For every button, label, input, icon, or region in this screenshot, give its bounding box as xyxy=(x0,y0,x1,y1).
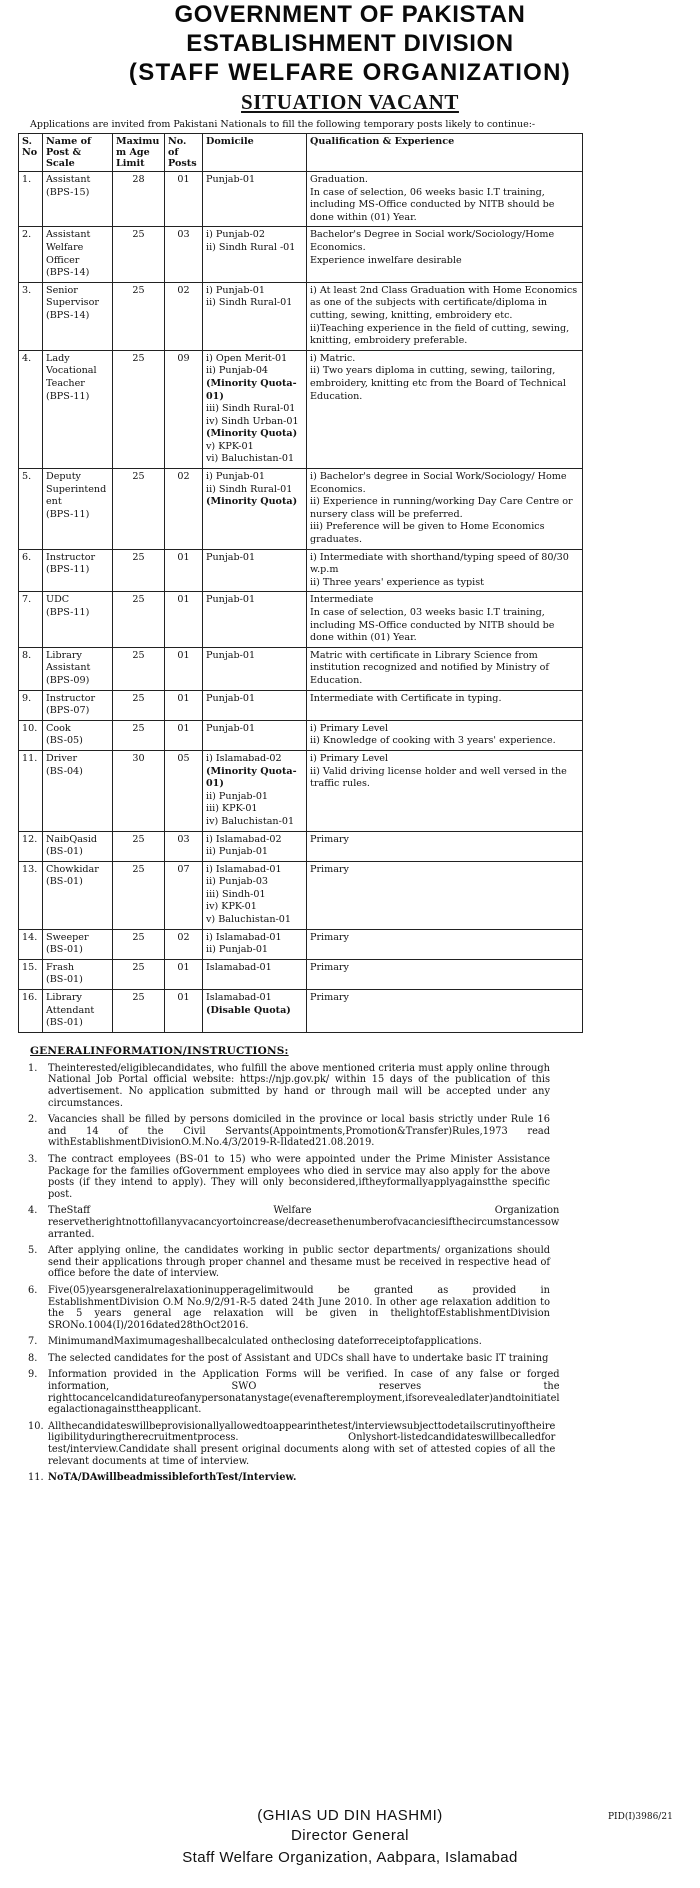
qualification-line: In case of selection, 06 weeks basic I.T training, including MS-Office conducted by NITB should be done within (01) Year. xyxy=(310,186,555,223)
qualification-line: i) At least 2nd Class Graduation with Home Economics as one of the subjects with certificate/diploma in cutting, sewing, knitting, embroidery etc. xyxy=(310,284,578,321)
qualification-line: Primary xyxy=(310,931,349,943)
cell-posts: 03 xyxy=(165,831,203,861)
domicile-line: iii) Sindh Rural-01 xyxy=(206,403,296,415)
domicile-line: i) Islamabad-02 xyxy=(206,833,282,845)
post-name-line: Instructor xyxy=(46,692,96,704)
post-name-line: Driver xyxy=(46,752,78,764)
instruction-text: After applying online, the candidates working in public sector departments/ organizations should send their applications through proper channel and thesame must be received in respective head of office before the date of interview. xyxy=(48,1245,550,1280)
table-row xyxy=(19,549,583,592)
cell-post-name xyxy=(43,831,113,861)
cell-sno: 2. xyxy=(19,227,43,282)
instructions-list xyxy=(28,1062,560,1484)
domicile-line: Punjab-01 xyxy=(206,722,256,734)
cell-domicile xyxy=(203,350,307,468)
instruction-item xyxy=(28,1245,550,1280)
domicile-line: i) Islamabad-02 xyxy=(206,752,282,764)
instruction-item xyxy=(28,1063,550,1109)
cell-post-name xyxy=(43,959,113,989)
qualification-line: i) Bachelor's degree in Social Work/Sociology/ Home Economics. xyxy=(310,471,567,495)
cell-post-name xyxy=(43,690,113,720)
cell-domicile xyxy=(203,592,307,647)
cell-posts: 01 xyxy=(165,647,203,690)
cell-age: 25 xyxy=(113,690,165,720)
instruction-number: 10. xyxy=(28,1420,44,1432)
header-sno: S. No xyxy=(19,134,43,172)
qualification-line: ii) Three years' experience as typist xyxy=(310,576,484,588)
qualification-line: i) Primary Level xyxy=(310,722,389,734)
cell-domicile xyxy=(203,720,307,750)
cell-qualification xyxy=(307,282,583,350)
qualification-line: ii) Two years diploma in cutting, sewing, tailoring, embroidery, knitting etc from the Board of Technical Education. xyxy=(310,365,566,402)
cell-age: 25 xyxy=(113,861,165,929)
instruction-text: The selected candidates for the post of Assistant and UDCs shall have to undertake basic IT training xyxy=(48,1352,549,1364)
cell-age: 25 xyxy=(113,549,165,592)
cell-posts: 01 xyxy=(165,690,203,720)
post-name-line: (BS-04) xyxy=(46,765,83,777)
cell-age: 25 xyxy=(113,720,165,750)
instruction-text: Allthecandidateswillbeprovisionallyallowedtoappearinthetest/interviewsubjecttodetailscrutinyoftheire ligibilityduringtherecruitmentprocess. Onlyshort-listedcandidateswillbecalledfor test/interview.Candidate shall present original documents along with set of attested copies of all the relevant documents at time of interview. xyxy=(48,1420,556,1467)
cell-age: 25 xyxy=(113,592,165,647)
cell-qualification xyxy=(307,990,583,1033)
domicile-line: Islamabad-01 xyxy=(206,992,272,1004)
posts-table xyxy=(18,133,583,1033)
instruction-number: 8. xyxy=(28,1352,38,1364)
cell-domicile xyxy=(203,549,307,592)
cell-qualification xyxy=(307,929,583,959)
cell-sno: 16. xyxy=(19,990,43,1033)
instruction-number: 7. xyxy=(28,1336,38,1348)
qualification-line: i) Intermediate with shorthand/typing speed of 80/30 w.p.m xyxy=(310,551,569,576)
post-name-line: (BPS-11) xyxy=(46,508,90,520)
domicile-line: ii) Punjab-01 xyxy=(206,790,269,802)
cell-post-name xyxy=(43,929,113,959)
cell-post-name xyxy=(43,861,113,929)
header-age: Maximum Age Limit xyxy=(113,134,165,172)
cell-post-name xyxy=(43,469,113,550)
post-name-line: (BPS-14) xyxy=(46,267,90,279)
post-name-line: Cook xyxy=(46,722,71,734)
cell-posts: 01 xyxy=(165,172,203,227)
domicile-line: Punjab-01 xyxy=(206,692,256,704)
qualification-line: Intermediate xyxy=(310,594,374,606)
post-name-line: (BPS-15) xyxy=(46,186,90,198)
table-row xyxy=(19,227,583,282)
post-name-line: Chowkidar xyxy=(46,863,99,875)
domicile-line: iv) KPK-01 xyxy=(206,901,257,913)
post-name-line: Deputy Superintendent xyxy=(46,471,107,508)
cell-age: 25 xyxy=(113,227,165,282)
cell-domicile xyxy=(203,861,307,929)
cell-posts: 01 xyxy=(165,990,203,1033)
cell-domicile xyxy=(203,227,307,282)
cell-age: 30 xyxy=(113,750,165,831)
cell-age: 25 xyxy=(113,647,165,690)
domicile-line: (Minority Quota-01) xyxy=(206,377,297,402)
cell-sno: 13. xyxy=(19,861,43,929)
cell-qualification xyxy=(307,350,583,468)
post-name-line: Assistant Welfare Officer xyxy=(46,229,91,266)
instruction-number: 2. xyxy=(28,1114,38,1126)
table-row xyxy=(19,831,583,861)
table-row xyxy=(19,172,583,227)
cell-post-name xyxy=(43,720,113,750)
cell-domicile xyxy=(203,282,307,350)
signatory-designation: Director General xyxy=(290,1827,410,1844)
cell-age: 25 xyxy=(113,831,165,861)
instruction-text: MinimumandMaximumageshallbecalculated ontheclosing dateforreceiptofapplications. xyxy=(48,1336,482,1348)
cell-post-name xyxy=(43,549,113,592)
domicile-line: iii) KPK-01 xyxy=(206,803,258,815)
cell-post-name xyxy=(43,592,113,647)
cell-post-name xyxy=(43,647,113,690)
domicile-line: iv) Baluchistan-01 xyxy=(206,815,295,827)
domicile-line: iv) Sindh Urban-01 xyxy=(206,415,299,427)
post-name-line: Senior Supervisor xyxy=(46,284,99,309)
cell-domicile xyxy=(203,690,307,720)
instruction-number: 1. xyxy=(28,1062,38,1074)
cell-domicile xyxy=(203,647,307,690)
cell-posts: 09 xyxy=(165,350,203,468)
cell-posts: 01 xyxy=(165,592,203,647)
instruction-text: Theinterested/eligiblecandidates, who fulfill the above mentioned criteria must apply online through National Job Portal official website: https://njp.gov.pk/ within 15 days of the publication of this advertisement. No application submitted by hand or through mail will be accepted under any circumstances. xyxy=(48,1062,550,1109)
cell-domicile xyxy=(203,929,307,959)
domicile-line: ii) Sindh Rural-01 xyxy=(206,483,293,495)
domicile-line: i) Islamabad-01 xyxy=(206,931,282,943)
qualification-line: Primary xyxy=(310,961,349,973)
domicile-line: i) Punjab-01 xyxy=(206,471,265,483)
qualification-line: Matric with certificate in Library Science from institution recognized and notified by Ministry of Education. xyxy=(310,649,549,686)
cell-qualification xyxy=(307,959,583,989)
instruction-text: NoTA/DAwillbeadmissibleforthTest/Interview. xyxy=(48,1472,297,1484)
header-line1: GOVERNMENT OF PAKISTAN xyxy=(174,1,526,28)
cell-domicile xyxy=(203,750,307,831)
domicile-line: (Minority Quota-01) xyxy=(206,765,297,790)
header-posts: No. of Posts xyxy=(165,134,203,172)
cell-qualification xyxy=(307,831,583,861)
instruction-item xyxy=(28,1420,556,1467)
post-name-line: UDC xyxy=(46,594,70,606)
table-row xyxy=(19,929,583,959)
cell-qualification xyxy=(307,861,583,929)
post-name-line: (BPS-09) xyxy=(46,674,90,686)
table-row xyxy=(19,592,583,647)
instruction-text: Vacancies shall be filled by persons domiciled in the province or local basis strictly under Rule 16 and 14 of the Civil Servants(Appointments,Promotion&Transfer)Rules,1973 read withEstablishmentDivisionO.M.No.4/3/2019-R-Ildated21.08.2019. xyxy=(48,1114,550,1149)
qualification-line: iii) Preference will be given to Home Economics graduates. xyxy=(310,521,545,546)
table-row xyxy=(19,750,583,831)
table-row xyxy=(19,690,583,720)
table-row xyxy=(19,647,583,690)
cell-sno: 4. xyxy=(19,350,43,468)
cell-age: 28 xyxy=(113,172,165,227)
table-row xyxy=(19,469,583,550)
header-line3: (STAFF WELFARE ORGANIZATION) xyxy=(128,59,572,86)
domicile-line: iii) Sindh-01 xyxy=(206,888,266,900)
table-row xyxy=(19,959,583,989)
signatory-organization: Staff Welfare Organization, Aabpara, Islamabad xyxy=(182,1849,518,1866)
table-row xyxy=(19,350,583,468)
instruction-item xyxy=(28,1353,550,1365)
instruction-item xyxy=(28,1285,550,1331)
qualification-line: Primary xyxy=(310,863,349,875)
domicile-line: v) KPK-01 xyxy=(206,440,254,452)
intro-text: Applications are invited from Pakistani Nationals to fill the following temporary posts likely to continue:- xyxy=(30,119,536,130)
qualification-line: ii)Teaching experience in the field of cutting, sewing, knitting, embroidery preferable. xyxy=(310,322,570,347)
post-name-line: (BS-01) xyxy=(46,876,83,888)
domicile-line: Punjab-01 xyxy=(206,551,256,563)
cell-age: 25 xyxy=(113,282,165,350)
qualification-line: Intermediate with Certificate in typing. xyxy=(310,692,502,704)
post-name-line: Lady Vocational Teacher xyxy=(46,352,97,389)
post-name-line: (BPS-14) xyxy=(46,309,90,321)
domicile-line: (Minority Quota) xyxy=(206,496,298,508)
post-name-line: (BPS-11) xyxy=(46,607,90,618)
instruction-text: Five(05)yearsgeneralrelaxationinupperagelimitwould be granted as provided in EstablishmentDivision O.M No.9/2/91-R-5 dated 24th June 2010. In other age relaxation addition to the 5 years general age relaxation will be given in thelightofEstablishmentDivision SRONo.1004(I)/2016dated28thOct2016. xyxy=(48,1284,550,1331)
cell-posts: 05 xyxy=(165,750,203,831)
instruction-item xyxy=(28,1336,550,1348)
header-post: Name of Post & Scale xyxy=(43,134,113,172)
post-name-line: (BS-01) xyxy=(46,944,83,956)
domicile-line: i) Islamabad-01 xyxy=(206,863,282,875)
post-name-line: Sweeper xyxy=(46,931,89,943)
cell-posts: 01 xyxy=(165,959,203,989)
domicile-line: i) Punjab-02 xyxy=(206,229,265,241)
cell-qualification xyxy=(307,549,583,592)
post-name-line: NaibQasid xyxy=(46,833,98,845)
cell-qualification xyxy=(307,469,583,550)
post-name-line: (BPS-11) xyxy=(46,564,90,576)
post-name-line: Library Attendant xyxy=(46,992,95,1016)
cell-sno: 15. xyxy=(19,959,43,989)
qualification-line: Primary xyxy=(310,833,349,845)
instruction-text: TheStaff Welfare Organization reservetherightnottofillanyvacancyortoincrease/decreasethenumberofvacanciesifthecircumstancessow arranted. xyxy=(48,1205,560,1240)
qualification-line: ii) Knowledge of cooking with 3 years' experience. xyxy=(310,735,556,747)
cell-age: 25 xyxy=(113,469,165,550)
qualification-line: Experience inwelfare desirable xyxy=(310,254,462,266)
post-name-line: Instructor xyxy=(46,551,96,563)
table-row xyxy=(19,990,583,1033)
qualification-line: Bachelor's Degree in Social work/Sociology/Home Economics. xyxy=(310,229,555,253)
cell-qualification xyxy=(307,750,583,831)
pid-number: PID(I)3986/21 xyxy=(608,1812,673,1822)
instruction-item xyxy=(28,1205,560,1240)
domicile-line: (Disable Quota) xyxy=(206,1004,291,1016)
domicile-line: Punjab-01 xyxy=(206,594,256,606)
instruction-number: 4. xyxy=(28,1205,38,1217)
post-name-line: (BPS-07) xyxy=(46,705,90,717)
instruction-number: 5. xyxy=(28,1245,38,1257)
cell-post-name xyxy=(43,227,113,282)
signatory-name: (GHIAS UD DIN HASHMI) xyxy=(257,1807,443,1824)
instruction-number: 6. xyxy=(28,1284,38,1296)
cell-qualification xyxy=(307,172,583,227)
instruction-text: The contract employees (BS-01 to 15) who were appointed under the Prime Minister Assistance Package for the families ofGovernment employees who died in service may also apply for the above posts (if they intend to apply). They will only beconsidered,iftheyformallyapplyagainstthe specific post. xyxy=(48,1153,550,1200)
cell-sno: 8. xyxy=(19,647,43,690)
domicile-line: Islamabad-01 xyxy=(206,961,272,973)
domicile-line: vi) Baluchistan-01 xyxy=(206,453,295,465)
domicile-line: ii) Punjab-01 xyxy=(206,944,269,956)
cell-age: 25 xyxy=(113,350,165,468)
domicile-line: ii) Sindh Rural-01 xyxy=(206,297,293,309)
cell-post-name xyxy=(43,990,113,1033)
cell-age: 25 xyxy=(113,929,165,959)
table-row xyxy=(19,282,583,350)
post-name-line: (BS-01) xyxy=(46,1017,83,1029)
cell-sno: 6. xyxy=(19,549,43,592)
qualification-line: Primary xyxy=(310,992,349,1004)
cell-sno: 7. xyxy=(19,592,43,647)
instruction-number: 3. xyxy=(28,1153,38,1165)
instruction-item xyxy=(28,1472,550,1484)
cell-sno: 10. xyxy=(19,720,43,750)
cell-post-name xyxy=(43,750,113,831)
qualification-line: ii) Experience in running/working Day Care Centre or nursery class will be preferred. xyxy=(310,496,573,520)
instruction-item xyxy=(28,1369,560,1416)
header-qualification: Qualification & Experience xyxy=(307,134,583,172)
domicile-line: v) Baluchistan-01 xyxy=(206,914,291,926)
table-row xyxy=(19,861,583,929)
instruction-number: 9. xyxy=(28,1369,38,1381)
cell-sno: 14. xyxy=(19,929,43,959)
domicile-line: ii) Punjab-04 xyxy=(206,365,269,377)
cell-age: 25 xyxy=(113,959,165,989)
cell-age: 25 xyxy=(113,990,165,1033)
cell-domicile xyxy=(203,172,307,227)
cell-posts: 07 xyxy=(165,861,203,929)
cell-sno: 9. xyxy=(19,690,43,720)
cell-posts: 02 xyxy=(165,469,203,550)
situation-vacant-title: SITUATION VACANT xyxy=(241,90,459,114)
cell-sno: 11. xyxy=(19,750,43,831)
general-info-title: GENERALINFORMATION/INSTRUCTIONS: xyxy=(30,1044,289,1057)
cell-posts: 02 xyxy=(165,929,203,959)
instruction-number: 11. xyxy=(28,1472,44,1484)
qualification-line: ii) Valid driving license holder and well versed in the traffic rules. xyxy=(310,765,567,790)
post-name-line: (BS-01) xyxy=(46,846,83,858)
qualification-line: In case of selection, 03 weeks basic I.T training, including MS-Office conducted by NITB should be done within (01) Year. xyxy=(310,607,555,644)
cell-post-name xyxy=(43,172,113,227)
cell-posts: 02 xyxy=(165,282,203,350)
cell-qualification xyxy=(307,720,583,750)
cell-qualification xyxy=(307,690,583,720)
table-header-row xyxy=(19,134,583,172)
cell-qualification xyxy=(307,647,583,690)
cell-posts: 01 xyxy=(165,720,203,750)
instruction-item xyxy=(28,1114,550,1149)
table-row xyxy=(19,720,583,750)
post-name-line: (BPS-11) xyxy=(46,390,90,402)
cell-domicile xyxy=(203,990,307,1033)
cell-domicile xyxy=(203,831,307,861)
cell-sno: 12. xyxy=(19,831,43,861)
qualification-line: i) Primary Level xyxy=(310,752,389,764)
instruction-text: Information provided in the Application Forms will be verified. In case of any false or forged information, SWO reserves the righttocancelcandidatureofanypersonatanystage(evenafteremployment,ifsorevealedlater)andtoinitiatel egalactionagainsttheapplicant. xyxy=(48,1369,560,1416)
post-name-line: Frash xyxy=(46,961,75,973)
domicile-line: ii) Sindh Rural -01 xyxy=(206,241,296,253)
domicile-line: ii) Punjab-01 xyxy=(206,846,269,858)
qualification-line: Graduation. xyxy=(310,174,368,185)
cell-domicile xyxy=(203,959,307,989)
cell-sno: 5. xyxy=(19,469,43,550)
header-domicile: Domicile xyxy=(203,134,307,172)
post-name-line: (BS-01) xyxy=(46,974,83,986)
cell-qualification xyxy=(307,592,583,647)
domicile-line: ii) Punjab-03 xyxy=(206,876,269,888)
qualification-line: i) Matric. xyxy=(310,352,356,364)
cell-sno: 1. xyxy=(19,172,43,227)
domicile-line: (Minority Quota) xyxy=(206,428,298,440)
cell-posts: 01 xyxy=(165,549,203,592)
post-name-line: (BS-05) xyxy=(46,735,83,747)
cell-posts: 03 xyxy=(165,227,203,282)
cell-domicile xyxy=(203,469,307,550)
cell-post-name xyxy=(43,350,113,468)
domicile-line: i) Open Merit-01 xyxy=(206,352,288,364)
domicile-line: Punjab-01 xyxy=(206,174,256,185)
cell-sno: 3. xyxy=(19,282,43,350)
instruction-item xyxy=(28,1154,550,1200)
header-line2: ESTABLISHMENT DIVISION xyxy=(186,30,514,57)
cell-qualification xyxy=(307,227,583,282)
domicile-line: i) Punjab-01 xyxy=(206,284,265,296)
cell-post-name xyxy=(43,282,113,350)
post-name-line: Assistant xyxy=(46,174,91,185)
domicile-line: Punjab-01 xyxy=(206,649,256,661)
post-name-line: Library Assistant xyxy=(46,649,91,674)
